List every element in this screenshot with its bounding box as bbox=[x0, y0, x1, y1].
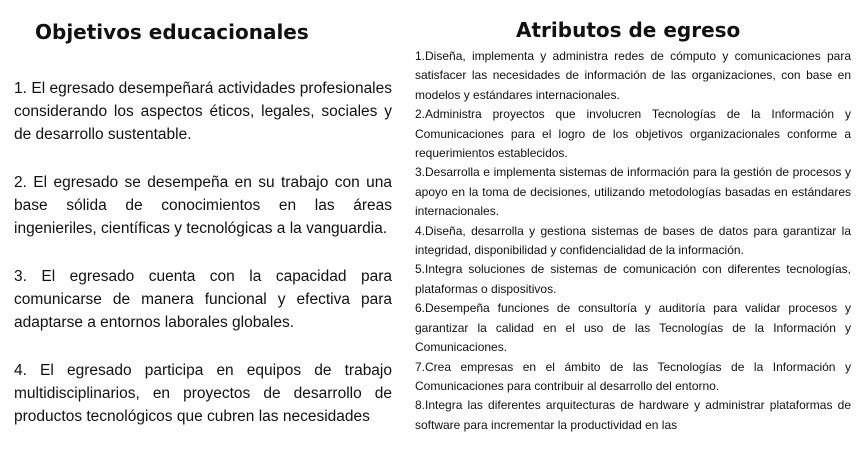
atributo-item-7: 7.Crea empresas en el ámbito de las Tecnologías de la Información y Comunicaciones para contribuir al desarrollo del entorno. bbox=[415, 359, 851, 393]
atributo-item-6: 6.Desempeña funciones de consultoría y auditoría para validar procesos y garantizar la calidad en el uso de las Tecnologías de la Información y Comunicaciones. bbox=[415, 301, 851, 355]
atributo-item-1: 1.Diseña, implementa y administra redes de cómputo y comunicaciones para satisfacer las necesidades de información de las organizaciones, con base en modelos y estándares internacionales. bbox=[415, 49, 851, 102]
objetivo-item-2: 2. El egresado se desempeña en su trabajo con una base sólida de conocimientos en las áreas ingenieriles, científicas y tecnológicas a la vanguardia. bbox=[14, 174, 392, 237]
objetivo-item-3: 3. El egresado cuenta con la capacidad para comunicarse de manera funcional y efectiva para adaptarse a entornos laborales globales. bbox=[14, 268, 392, 331]
atributos-list bbox=[415, 47, 851, 435]
atributo-item-3: 3.Desarrolla e implementa sistemas de información para la gestión de procesos y apoyo en la toma de decisiones, utilizando metodologías basadas en estándares internacionales. bbox=[415, 165, 851, 219]
atributo-item-4: 4.Diseña, desarrolla y gestiona sistemas de bases de datos para garantizar la integridad, disponibilidad y confidencialidad de la información. bbox=[415, 223, 851, 258]
atributo-item-5: 5.Integra soluciones de sistemas de comunicación con diferentes tecnologías, plataformas o dispositivos. bbox=[415, 262, 851, 296]
atributo-item-2: 2.Administra proyectos que involucren Tecnologías de la Información y Comunicaciones para el logro de los objetivos organizacionales conforme a requerimientos establecidos. bbox=[415, 107, 851, 161]
objetivos-title: Objetivos educacionales bbox=[35, 20, 309, 44]
objetivo-item-1: 1. El egresado desempeñará actividades profesionales considerando los aspectos éticos, legales, sociales y de desarrollo sustentable. bbox=[14, 80, 392, 143]
atributos-title: Atributos de egreso bbox=[516, 18, 741, 42]
objetivos-column bbox=[14, 0, 392, 453]
objetivo-item-4: 4. El egresado participa en equipos de trabajo multidisciplinarios, en proyectos de desarrollo de productos tecnológicos que cubren las necesidades bbox=[14, 362, 392, 425]
atributo-item-8: 8.Integra las diferentes arquitecturas de hardware y administrar plataformas de software para incrementar la productividad en las bbox=[415, 398, 851, 432]
atributos-column bbox=[415, 0, 851, 435]
objetivos-list bbox=[14, 77, 392, 428]
